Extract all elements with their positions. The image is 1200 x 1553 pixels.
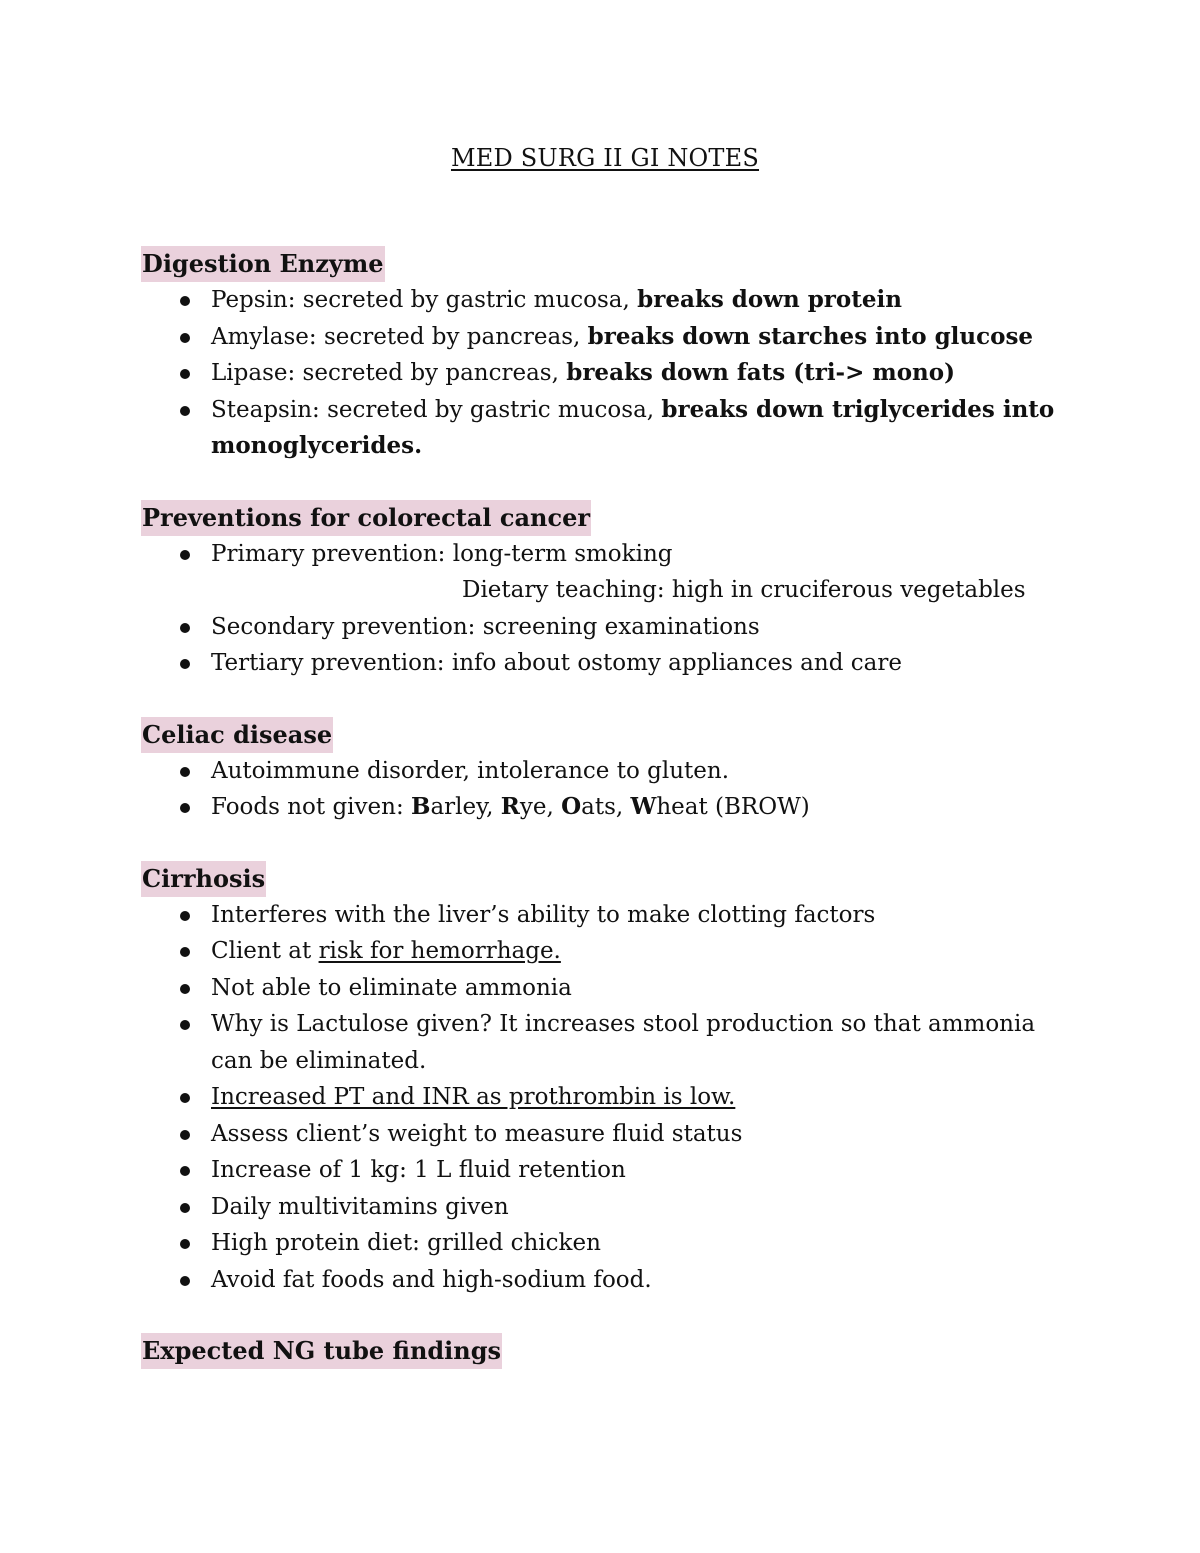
bullet-icon xyxy=(180,911,190,921)
list-item xyxy=(141,1152,1061,1189)
list-item xyxy=(141,1225,1061,1262)
item-text: Avoid fat foods and high-sodium food. xyxy=(211,1266,652,1293)
item-emphasis: breaks down protein xyxy=(637,286,902,313)
list-item xyxy=(141,1116,1061,1153)
list-item xyxy=(141,970,1061,1007)
section-spacer xyxy=(141,826,1061,861)
list-item xyxy=(141,282,1061,319)
item-emphasis: breaks down fats (tri-> mono) xyxy=(566,359,955,386)
document-title: MED SURG II GI NOTES xyxy=(450,144,760,172)
bullet-icon xyxy=(180,1166,190,1176)
brow-rest: arley xyxy=(430,794,487,820)
item-text: Assess client’s weight to measure fluid status xyxy=(211,1120,743,1147)
list-item xyxy=(141,1189,1061,1226)
bullet-icon xyxy=(180,659,190,669)
item-underlined: Increased PT and INR as prothrombin is low. xyxy=(211,1084,736,1110)
bullet-icon xyxy=(180,1093,190,1103)
item-text: Lipase: secreted by pancreas, xyxy=(211,360,567,386)
bullet-icon xyxy=(180,984,190,994)
bullet-list xyxy=(141,753,1061,826)
list-item xyxy=(141,897,1061,934)
bullet-icon xyxy=(180,1239,190,1249)
section-heading: Cirrhosis xyxy=(141,861,266,897)
brow-initial: B xyxy=(411,793,431,820)
item-text: Secondary prevention: screening examinations xyxy=(211,613,760,640)
item-text: High protein diet: grilled chicken xyxy=(211,1230,601,1256)
list-item xyxy=(141,392,1061,465)
brow-rest: ats xyxy=(581,794,616,820)
item-text: Amylase: secreted by pancreas, xyxy=(211,323,588,350)
section-spacer xyxy=(141,465,1061,500)
section-spacer xyxy=(141,1298,1061,1333)
item-text: Tertiary prevention: info about ostomy appliances and care xyxy=(211,650,902,676)
list-item xyxy=(141,1079,1061,1116)
bullet-icon xyxy=(180,1203,190,1213)
bullet-list xyxy=(141,282,1061,465)
item-emphasis: breaks down starches into glucose xyxy=(587,322,1034,350)
bullet-icon xyxy=(180,1020,190,1030)
bullet-icon xyxy=(180,296,190,306)
bullet-icon xyxy=(180,947,190,957)
section-heading: Expected NG tube findings xyxy=(141,1333,502,1369)
item-text: Increase of 1 kg: 1 L fluid retention xyxy=(211,1157,626,1183)
list-item xyxy=(141,536,1061,609)
item-text: (BROW) xyxy=(707,794,810,820)
brow-word xyxy=(501,794,547,820)
bullet-icon xyxy=(180,333,190,343)
list-item xyxy=(141,645,1061,682)
list-item xyxy=(141,1006,1061,1079)
brow-initial: O xyxy=(561,793,582,820)
section-spacer xyxy=(141,682,1061,717)
section-heading: Celiac disease xyxy=(141,717,333,753)
bullet-icon xyxy=(180,1130,190,1140)
brow-word xyxy=(631,794,708,820)
item-text: Autoimmune disorder, intolerance to gluten. xyxy=(211,757,730,784)
brow-rest: ye xyxy=(519,794,547,820)
list-item xyxy=(141,319,1061,356)
section-heading: Digestion Enzyme xyxy=(141,246,385,282)
item-text: Interferes with the liver’s ability to make clotting factors xyxy=(211,901,876,928)
document-body xyxy=(141,246,1061,1369)
item-emphasis: breaks down triglycerides into monoglycerides. xyxy=(211,395,1055,459)
list-item xyxy=(141,933,1061,970)
item-text: Daily multivitamins given xyxy=(211,1193,509,1220)
section-cirrhosis xyxy=(141,861,1061,1299)
brow-word xyxy=(411,794,486,820)
brow-initial: R xyxy=(500,793,520,820)
bullet-list xyxy=(141,536,1061,682)
item-text: Client at xyxy=(211,938,319,964)
item-text: Steapsin: secreted by gastric mucosa, xyxy=(211,396,662,423)
item-text: Pepsin: secreted by gastric mucosa, xyxy=(211,287,638,313)
section-heading: Preventions for colorectal cancer xyxy=(141,500,591,536)
item-text: Primary prevention: long-term smoking xyxy=(211,540,673,567)
section-celiac-disease xyxy=(141,717,1061,826)
bullet-icon xyxy=(180,369,190,379)
item-text: Foods not given: xyxy=(211,794,412,820)
brow-initial: W xyxy=(630,793,657,820)
section-ng-tube-findings xyxy=(141,1333,1061,1369)
bullet-icon xyxy=(180,803,190,813)
section-colorectal-prevention xyxy=(141,500,1061,682)
item-underlined: risk for hemorrhage. xyxy=(318,938,561,964)
brow-word xyxy=(561,794,616,820)
brow-rest: heat xyxy=(656,794,708,820)
bullet-icon xyxy=(180,1276,190,1286)
item-text: Why is Lactulose given? It increases stool production so that ammonia can be eliminated. xyxy=(211,1011,1036,1074)
list-item xyxy=(141,609,1061,646)
item-continuation: Dietary teaching: high in cruciferous vegetables xyxy=(462,577,1026,603)
list-item xyxy=(141,1262,1061,1299)
item-text: Not able to eliminate ammonia xyxy=(211,974,572,1001)
list-item xyxy=(141,355,1061,392)
bullet-icon xyxy=(180,550,190,560)
bullet-icon xyxy=(180,623,190,633)
list-item: Foods not given: Barley, Rye, Oats, Wheat (BROW) xyxy=(141,789,1061,826)
bullet-icon xyxy=(180,406,190,416)
section-digestion-enzyme xyxy=(141,246,1061,465)
bullet-icon xyxy=(180,767,190,777)
list-item xyxy=(141,753,1061,790)
bullet-list xyxy=(141,897,1061,1299)
